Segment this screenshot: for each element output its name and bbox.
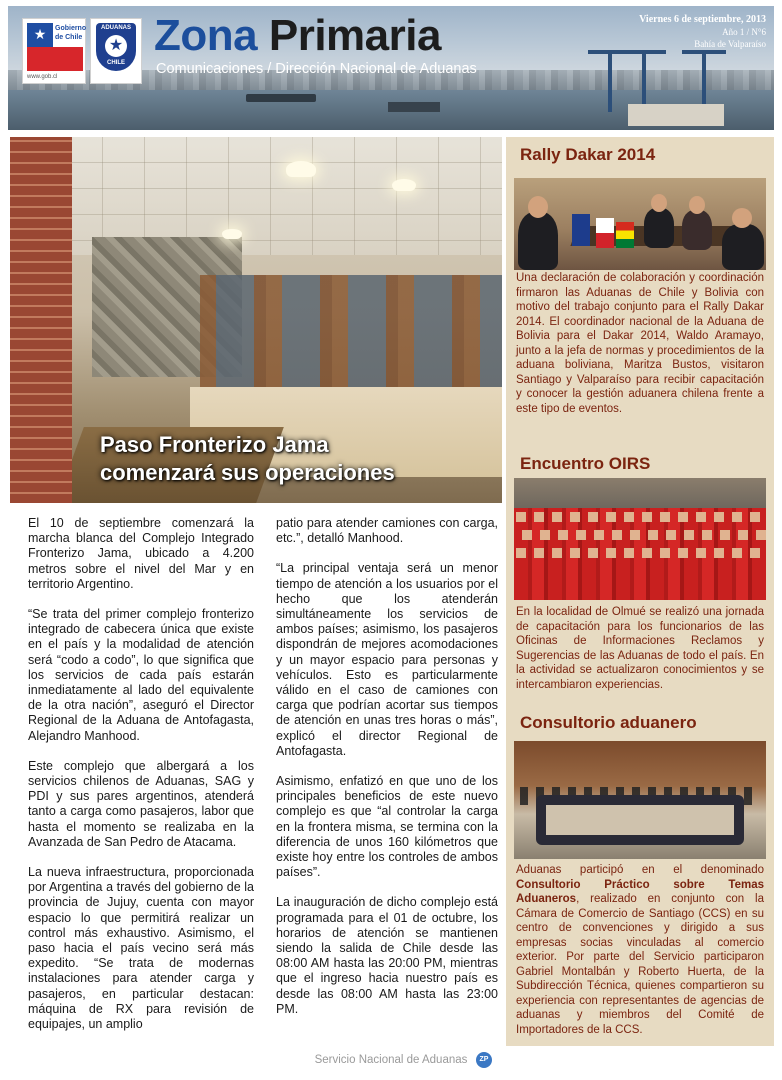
flag-icon bbox=[572, 214, 590, 246]
encuentro-oirs-heading: Encuentro OIRS bbox=[520, 454, 651, 473]
feature-paragraph: patio para atender camiones con carga, etc.”, detalló Manhood. bbox=[276, 516, 498, 546]
consultorio-aduanero-photo bbox=[514, 741, 766, 859]
issue-date: Viernes 6 de septiembre, 2013 bbox=[639, 14, 766, 25]
issue-edition: Año 1 / N°6 bbox=[722, 27, 766, 37]
feature-column-2 bbox=[276, 516, 498, 1032]
newsletter-subtitle: Comunicaciones / Dirección Nacional de Aduanas bbox=[156, 61, 477, 77]
title-zona: Zona bbox=[154, 11, 258, 60]
rally-dakar-photo bbox=[514, 178, 766, 270]
feature-paragraph: Este complejo que albergará a los servicios chilenos de Aduanas, SAG y PDI y sus pares argentinos, atenderá tanto a carga como pasajeros, labor que hasta el momento se realizaba en la Avanzada de San Pedro de Atacama. bbox=[28, 758, 254, 849]
news-sidebar bbox=[506, 137, 774, 1046]
rally-dakar-heading: Rally Dakar 2014 bbox=[520, 145, 656, 164]
title-primaria: Primaria bbox=[268, 11, 441, 60]
feature-photo-paso-jama bbox=[10, 137, 502, 503]
aduanas-logo-top-text: ADUANAS bbox=[101, 25, 131, 31]
star-icon: ★ bbox=[105, 35, 127, 57]
encuentro-oirs-group-photo bbox=[514, 478, 766, 600]
shield-icon bbox=[96, 23, 136, 71]
footer-service-name: Servicio Nacional de Aduanas bbox=[314, 1054, 468, 1066]
star-icon: ★ bbox=[33, 26, 47, 42]
port-crane-icon bbox=[608, 50, 612, 112]
photo-location: Bahía de Valparaíso bbox=[694, 39, 766, 49]
feature-paragraph: “La principal ventaja será un menor tiempo de atención a los usuarios por el hecho que los atenderán simultáneamente los servicios de ambos países; asimismo, los pasajeros dispondrán de mejores acomodaciones y un mayor espacio para personas y vehículos. Esto es particularmente válido en el caso de camiones con carga que podrían acortar sus tiempos de atención en unas tres horas o más”, explicó el director Regional de Antofagasta. bbox=[276, 561, 498, 758]
aduanas-logo-bottom-text: CHILE bbox=[107, 60, 125, 66]
newsletter-title bbox=[154, 10, 441, 62]
ceiling-lamp-icon bbox=[222, 229, 242, 239]
issue-info bbox=[639, 14, 766, 50]
consultorio-aduanero-heading: Consultorio aduanero bbox=[520, 713, 697, 732]
masthead bbox=[8, 6, 774, 130]
gobierno-logo-text: Gobierno de Chile bbox=[55, 25, 87, 41]
feature-paragraph: La inauguración de dicho complejo está programada para el 01 de octubre, los horarios de atención se mantienen siendo la salida de Chile desde las 08:00 AM hasta las 20:00 PM, mientras que el ingreso hacia nuestro país es desde las 08:00 AM hasta las 23:00 PM. bbox=[276, 895, 498, 1016]
feature-headline: Paso Fronterizo Jama comenzará sus operaciones bbox=[100, 432, 395, 485]
ceiling-lamp-icon bbox=[286, 161, 316, 177]
port-crane-icon bbox=[702, 50, 706, 112]
port-crane-icon bbox=[642, 50, 646, 112]
feature-paragraph: El 10 de septiembre comenzará la marcha blanca del Complejo Integrado Fronterizo Jama, ubicado a 4.200 metros sobre el nivel del Mar y en territorio Argentino. bbox=[28, 516, 254, 591]
gobierno-logo-url: www.gob.cl bbox=[27, 74, 58, 80]
ceiling-lamp-icon bbox=[392, 179, 416, 191]
flag-icon bbox=[616, 222, 634, 248]
flag-icon bbox=[596, 218, 614, 248]
consultorio-event-name: Consultorio Práctico sobre Temas Aduaneros bbox=[516, 878, 764, 905]
masthead-port-building bbox=[628, 104, 724, 126]
feature-paragraph: Asimismo, enfatizó en que uno de los principales beneficios de este nuevo complejo es que “al controlar la carga en la frontera misma, se termina con la diferencia de unos 160 kilómetros que existe hoy entre los controles de ambos países”. bbox=[276, 774, 498, 880]
zona-primaria-badge: ZP bbox=[476, 1052, 492, 1068]
rally-dakar-text: Una declaración de colaboración y coordinación firmaron las Aduanas de Chile y Bolivia con motivo del trabajo conjunto para el Rally Dakar 2014. El coordinador nacional de la Aduana de Bolivia para el Dakar 2014, Waldo Aramayo, junto a la jefa de normas y procedimientos de la aduana boliviana, Maritza Bustos, visitaron Santiago y Valparaíso para recibir capacitación y conocer la gestión aduanera chilena frente a este tipo de eventos. bbox=[516, 272, 764, 415]
feature-column-1 bbox=[28, 516, 254, 1047]
encuentro-oirs-text: En la localidad de Olmué se realizó una jornada de capacitación para los funcionarios de las Oficinas de Informaciones Reclamos y Sugerencias de las Aduanas de todo el país. En la actividad se actualizaron conocimientos y se intercambiaron experiencias. bbox=[516, 606, 764, 691]
feature-paragraph: La nueva infraestructura, proporcionada por Argentina a través del gobierno de la provincia de Jujuy, cuenta con mayor espacio lo que permitirá realizar un control más exhaustivo. Asimismo, el paso hacia el país vecino será más expedito. “Se trata de modernas instalaciones para atender carga y pasajeros, en particular destacan: máquina de RX para revisión de equipajes, un amplio bbox=[28, 865, 254, 1032]
gobierno-de-chile-logo[interactable] bbox=[22, 18, 86, 84]
feature-paragraph: “Se trata del primer complejo fronterizo integrado de cabecera única que existe en el país y la modalidad de atención será “codo a codo”, lo que significa que los servicios de cada país estarán inmediatamente al lado del equivalente de la otra nación”, aseguró el Director Regional de la Aduana de Antofagasta, Alejandro Manhood. bbox=[28, 607, 254, 743]
masthead-ship bbox=[388, 102, 440, 112]
consultorio-aduanero-text: Aduanas participó en el denominado Consultorio Práctico sobre Temas Aduaneros, realizado en conjunto con la Cámara de Comercio de Santiago (CCS) en su centro de convenciones y dirigido a sus empresas socias vinculadas al comercio exterior. Por parte del Servicio participaron Gabriel Montalbán y Roberto Huerta, de la Subdirección Técnica, quienes compartieron su experiencia con representantes de agencias de aduanas y miembros del Comité de Importadores de la CCS. bbox=[516, 864, 764, 1036]
masthead-ship bbox=[246, 94, 316, 102]
aduanas-chile-logo[interactable] bbox=[90, 18, 142, 84]
